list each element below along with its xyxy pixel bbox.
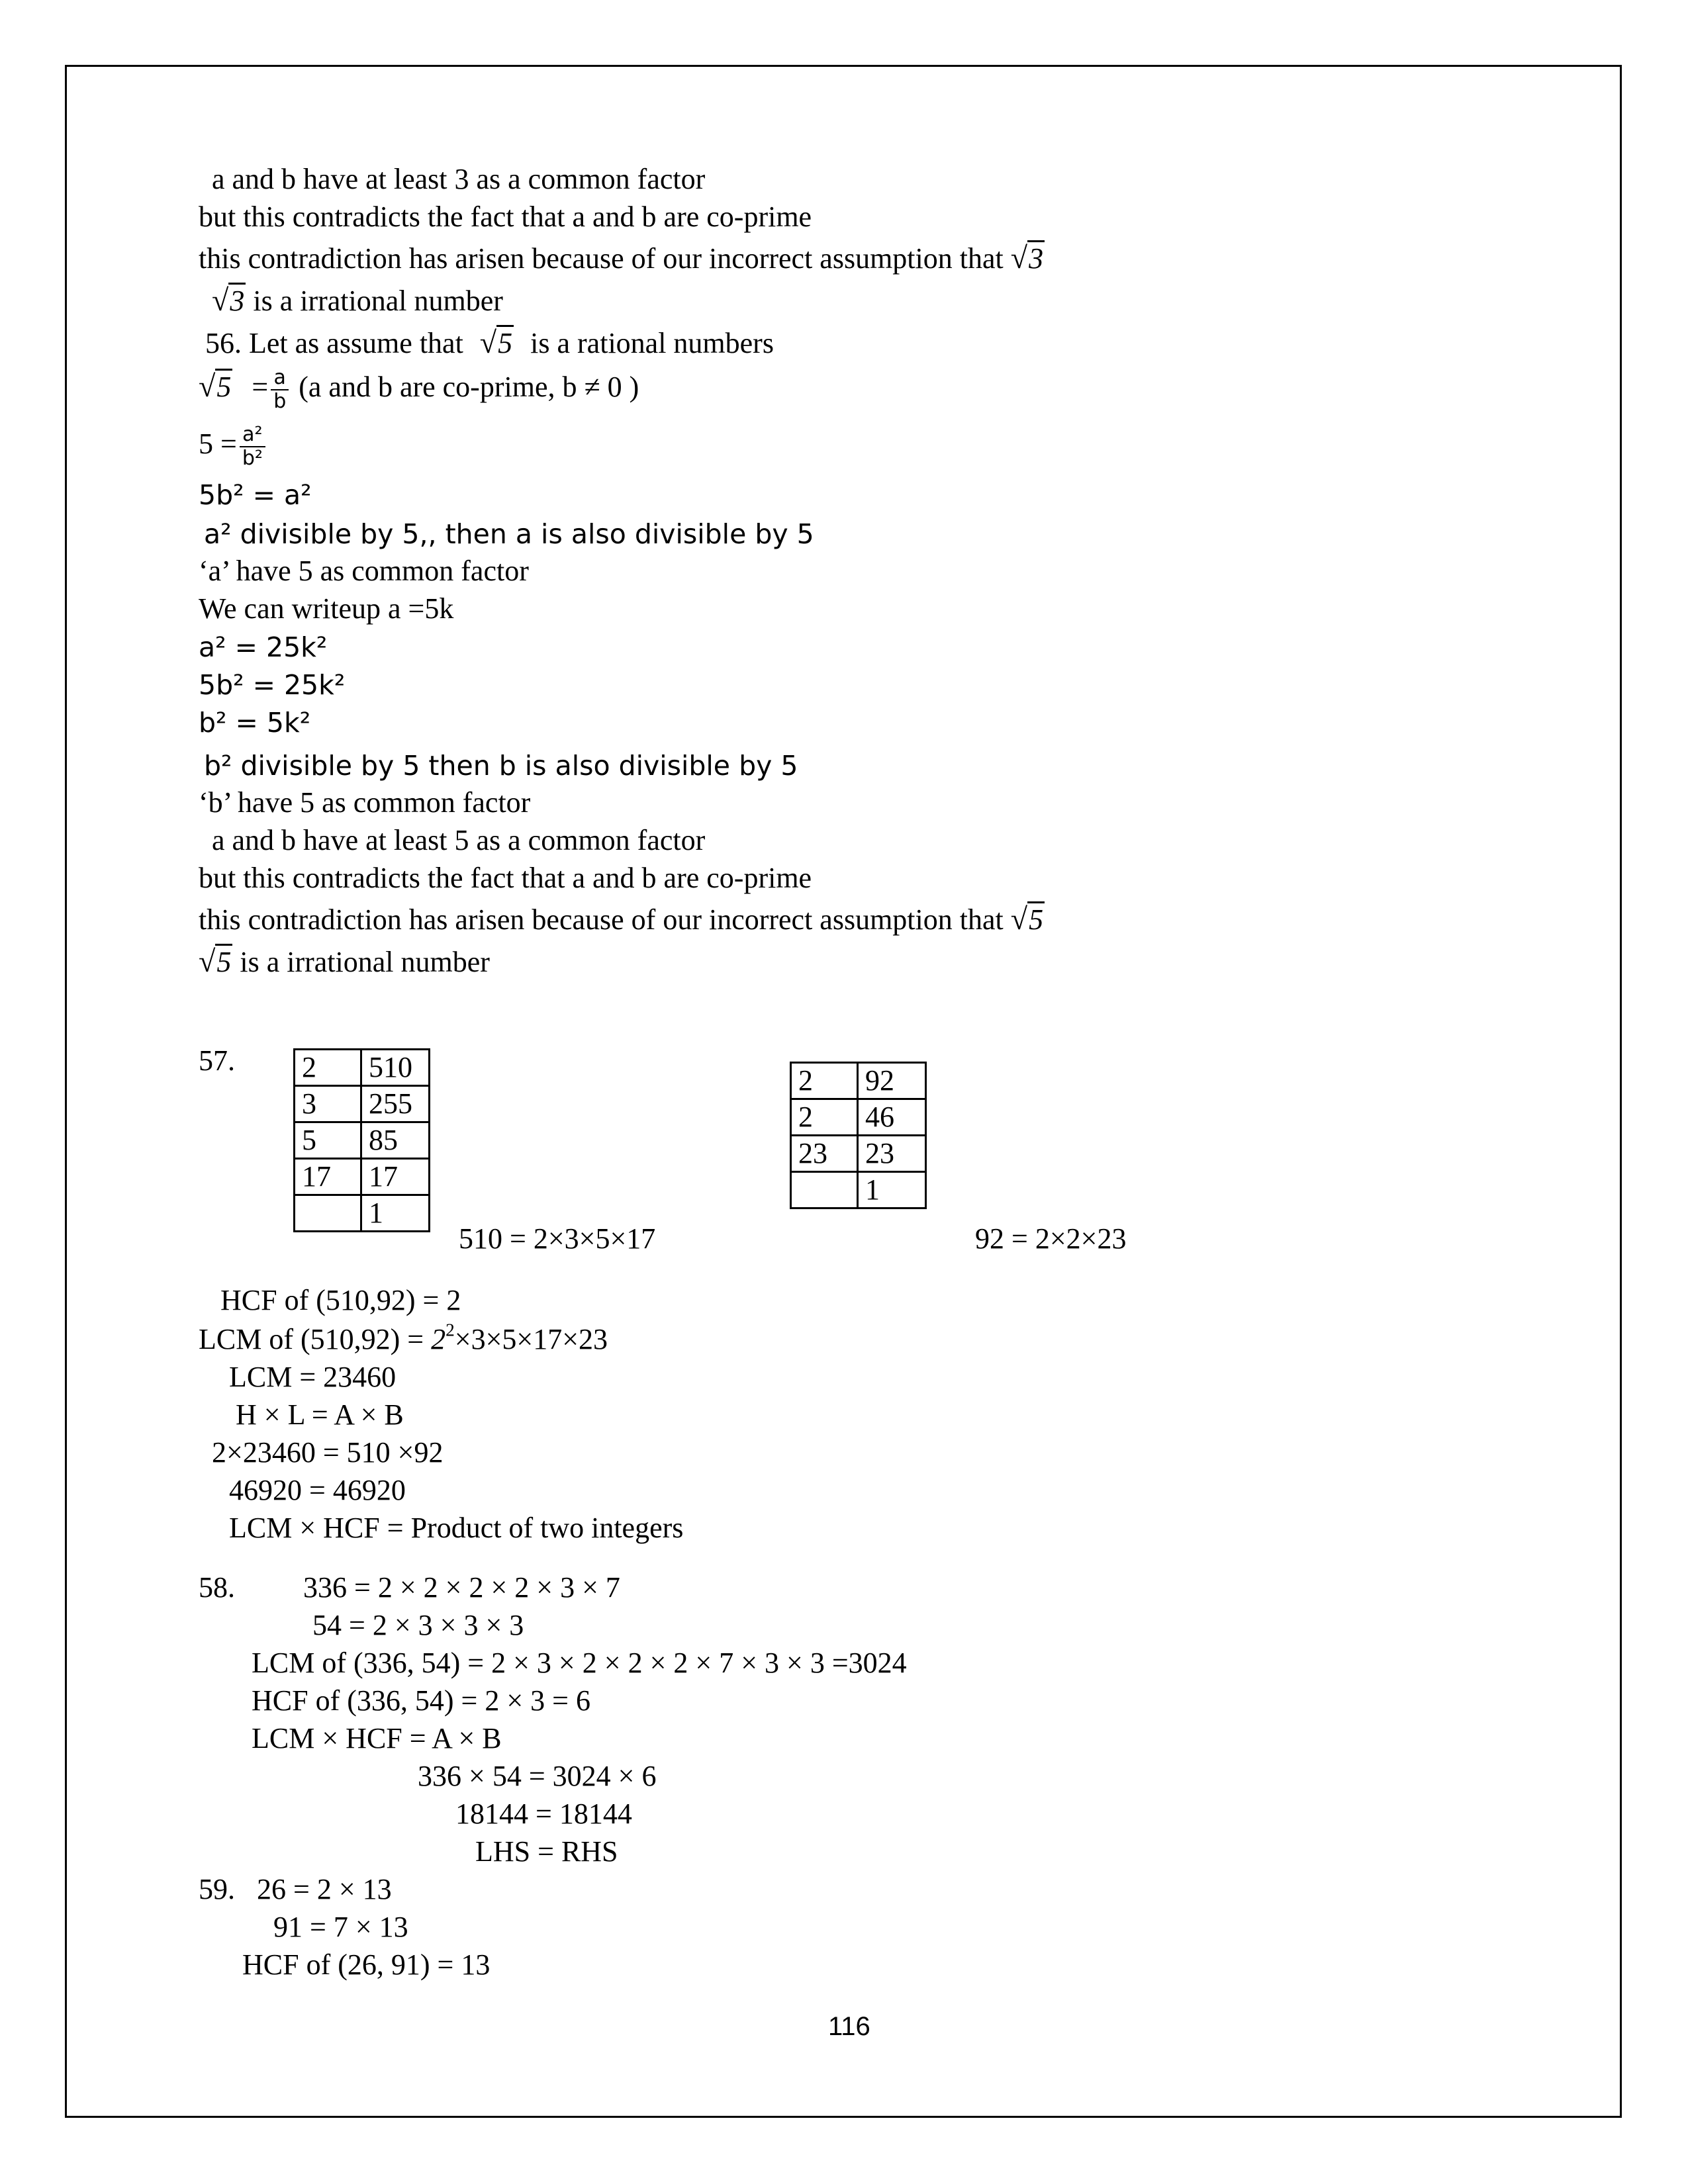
- text-line: [212, 283, 503, 319]
- radicand: 5: [215, 944, 232, 978]
- text-line: H × L = A × B: [236, 1398, 404, 1431]
- division-row: [791, 1063, 926, 1099]
- radicand: 3: [1027, 240, 1045, 275]
- radicand: 3: [228, 283, 246, 317]
- sqrt-expression: √5: [479, 326, 513, 359]
- quotient-cell: 85: [361, 1122, 430, 1159]
- quotient-cell: 255: [361, 1086, 430, 1122]
- text-line: 2×23460 = 510 ×92: [212, 1436, 444, 1469]
- text-line: 26 = 2 × 13: [257, 1873, 392, 1905]
- text-line: LCM × HCF = A × B: [252, 1722, 502, 1754]
- text-span: (a and b are co-prime, b ≠ 0 ): [299, 371, 639, 404]
- sqrt-expression: √5: [1010, 902, 1044, 936]
- division-row: [295, 1159, 430, 1195]
- text-span: is a irrational number: [232, 946, 490, 978]
- quotient-cell: 23: [858, 1136, 926, 1172]
- text-line: 91 = 7 × 13: [273, 1911, 408, 1943]
- radicand: 5: [496, 325, 514, 359]
- question-number: 58.: [199, 1571, 235, 1604]
- text-line: LCM × HCF = Product of two integers: [229, 1512, 684, 1544]
- quotient-cell: 46: [858, 1099, 926, 1136]
- quotient-cell: 92: [858, 1063, 926, 1099]
- text-span: is a rational numbers: [530, 327, 774, 359]
- question-number: 57.: [199, 1044, 235, 1077]
- text-line: 5b² = a²: [199, 479, 312, 511]
- denominator: b²: [242, 447, 263, 470]
- denominator: b: [273, 390, 287, 413]
- divisor-cell: 5: [295, 1122, 361, 1159]
- exponent: 2: [445, 1320, 455, 1340]
- division-row: [295, 1050, 430, 1086]
- divisor-cell: [295, 1195, 361, 1232]
- text-line: HCF of (510,92) = 2: [220, 1284, 461, 1316]
- text-line: 336 × 54 = 3024 × 6: [418, 1760, 657, 1792]
- text-line: 46920 = 46920: [229, 1474, 406, 1506]
- equals-sign: =: [252, 371, 269, 404]
- quotient-cell: 1: [361, 1195, 430, 1232]
- division-table-92: [790, 1062, 927, 1209]
- text-line: but this contradicts the fact that a and b are co-prime: [199, 201, 812, 233]
- text-line: a and b have at least 5 as a common factor: [212, 824, 706, 856]
- text-line: We can writeup a =5k: [199, 592, 454, 625]
- text-span: 56. Let as assume that: [205, 327, 463, 359]
- sqrt-expression: √3: [1010, 241, 1044, 275]
- power-base: 2: [431, 1323, 446, 1355]
- text-line: LCM = 23460: [229, 1361, 397, 1393]
- text-line: b² = 5k²: [199, 707, 311, 739]
- text-span: this contradiction has arisen because of our incorrect assumption that: [199, 903, 1004, 936]
- text-line: [199, 1322, 608, 1357]
- quotient-cell: 1: [858, 1172, 926, 1208]
- page-number: 116: [828, 2012, 870, 2041]
- text-line: ‘b’ have 5 as common factor: [199, 786, 531, 819]
- text-line: 336 = 2 × 2 × 2 × 2 × 3 × 7: [303, 1571, 620, 1604]
- factorization-92: 92 = 2×2×23: [975, 1222, 1127, 1255]
- divisor-cell: 3: [295, 1086, 361, 1122]
- division-row: [295, 1086, 430, 1122]
- text-span: LCM of (510,92) =: [199, 1323, 432, 1355]
- text-line: [199, 240, 1045, 277]
- division-table-510: [293, 1048, 430, 1232]
- text-span: ×3×5×17×23: [454, 1323, 608, 1355]
- text-span: 5 =: [199, 428, 237, 461]
- division-row: [791, 1172, 926, 1208]
- divisor-cell: 2: [791, 1099, 858, 1136]
- question-number: 59.: [199, 1873, 235, 1905]
- text-line: [205, 325, 774, 361]
- text-span: is a irrational number: [246, 285, 503, 317]
- divisor-cell: 17: [295, 1159, 361, 1195]
- divisor-cell: 23: [791, 1136, 858, 1172]
- text-line: 54 = 2 × 3 × 3 × 3: [312, 1609, 524, 1641]
- division-row: [791, 1136, 926, 1172]
- quotient-cell: 510: [361, 1050, 430, 1086]
- radicand: 5: [215, 369, 232, 403]
- text-span: this contradiction has arisen because of our incorrect assumption that: [199, 242, 1004, 275]
- text-line: HCF of (26, 91) = 13: [242, 1948, 491, 1981]
- text-line: a² = 25k²: [199, 631, 328, 663]
- text-line: [199, 424, 268, 470]
- text-line: [199, 944, 490, 980]
- quotient-cell: 17: [361, 1159, 430, 1195]
- divisor-cell: [791, 1172, 858, 1208]
- division-row: [791, 1099, 926, 1136]
- sqrt-expression: √5: [199, 369, 232, 404]
- factorization-510: 510 = 2×3×5×17: [459, 1222, 656, 1255]
- text-line: a² divisible by 5,, then a is also divisible by 5: [204, 518, 814, 550]
- divisor-cell: 2: [295, 1050, 361, 1086]
- text-line: [199, 367, 639, 413]
- text-line: [199, 901, 1045, 938]
- radicand: 5: [1027, 901, 1045, 936]
- text-line: 5b² = 25k²: [199, 669, 346, 701]
- division-row: [295, 1195, 430, 1232]
- sqrt-expression: √5: [199, 944, 232, 978]
- text-line: HCF of (336, 54) = 2 × 3 = 6: [252, 1684, 590, 1717]
- text-line: LCM of (336, 54) = 2 × 3 × 2 × 2 × 2 × 7 × 3 × 3 =3024: [252, 1647, 907, 1679]
- numerator: a²: [240, 424, 265, 447]
- numerator: a: [271, 367, 289, 390]
- text-line: b² divisible by 5 then b is also divisible by 5: [204, 750, 798, 782]
- text-line: a and b have at least 3 as a common factor: [212, 163, 706, 195]
- text-line: LHS = RHS: [475, 1835, 618, 1868]
- text-line: but this contradicts the fact that a and b are co-prime: [199, 862, 812, 894]
- division-row: [295, 1122, 430, 1159]
- text-line: 18144 = 18144: [455, 1797, 632, 1830]
- divisor-cell: 2: [791, 1063, 858, 1099]
- text-line: ‘a’ have 5 as common factor: [199, 555, 529, 587]
- sqrt-expression: √3: [212, 283, 245, 317]
- fraction: [271, 367, 289, 413]
- fraction: [240, 424, 265, 470]
